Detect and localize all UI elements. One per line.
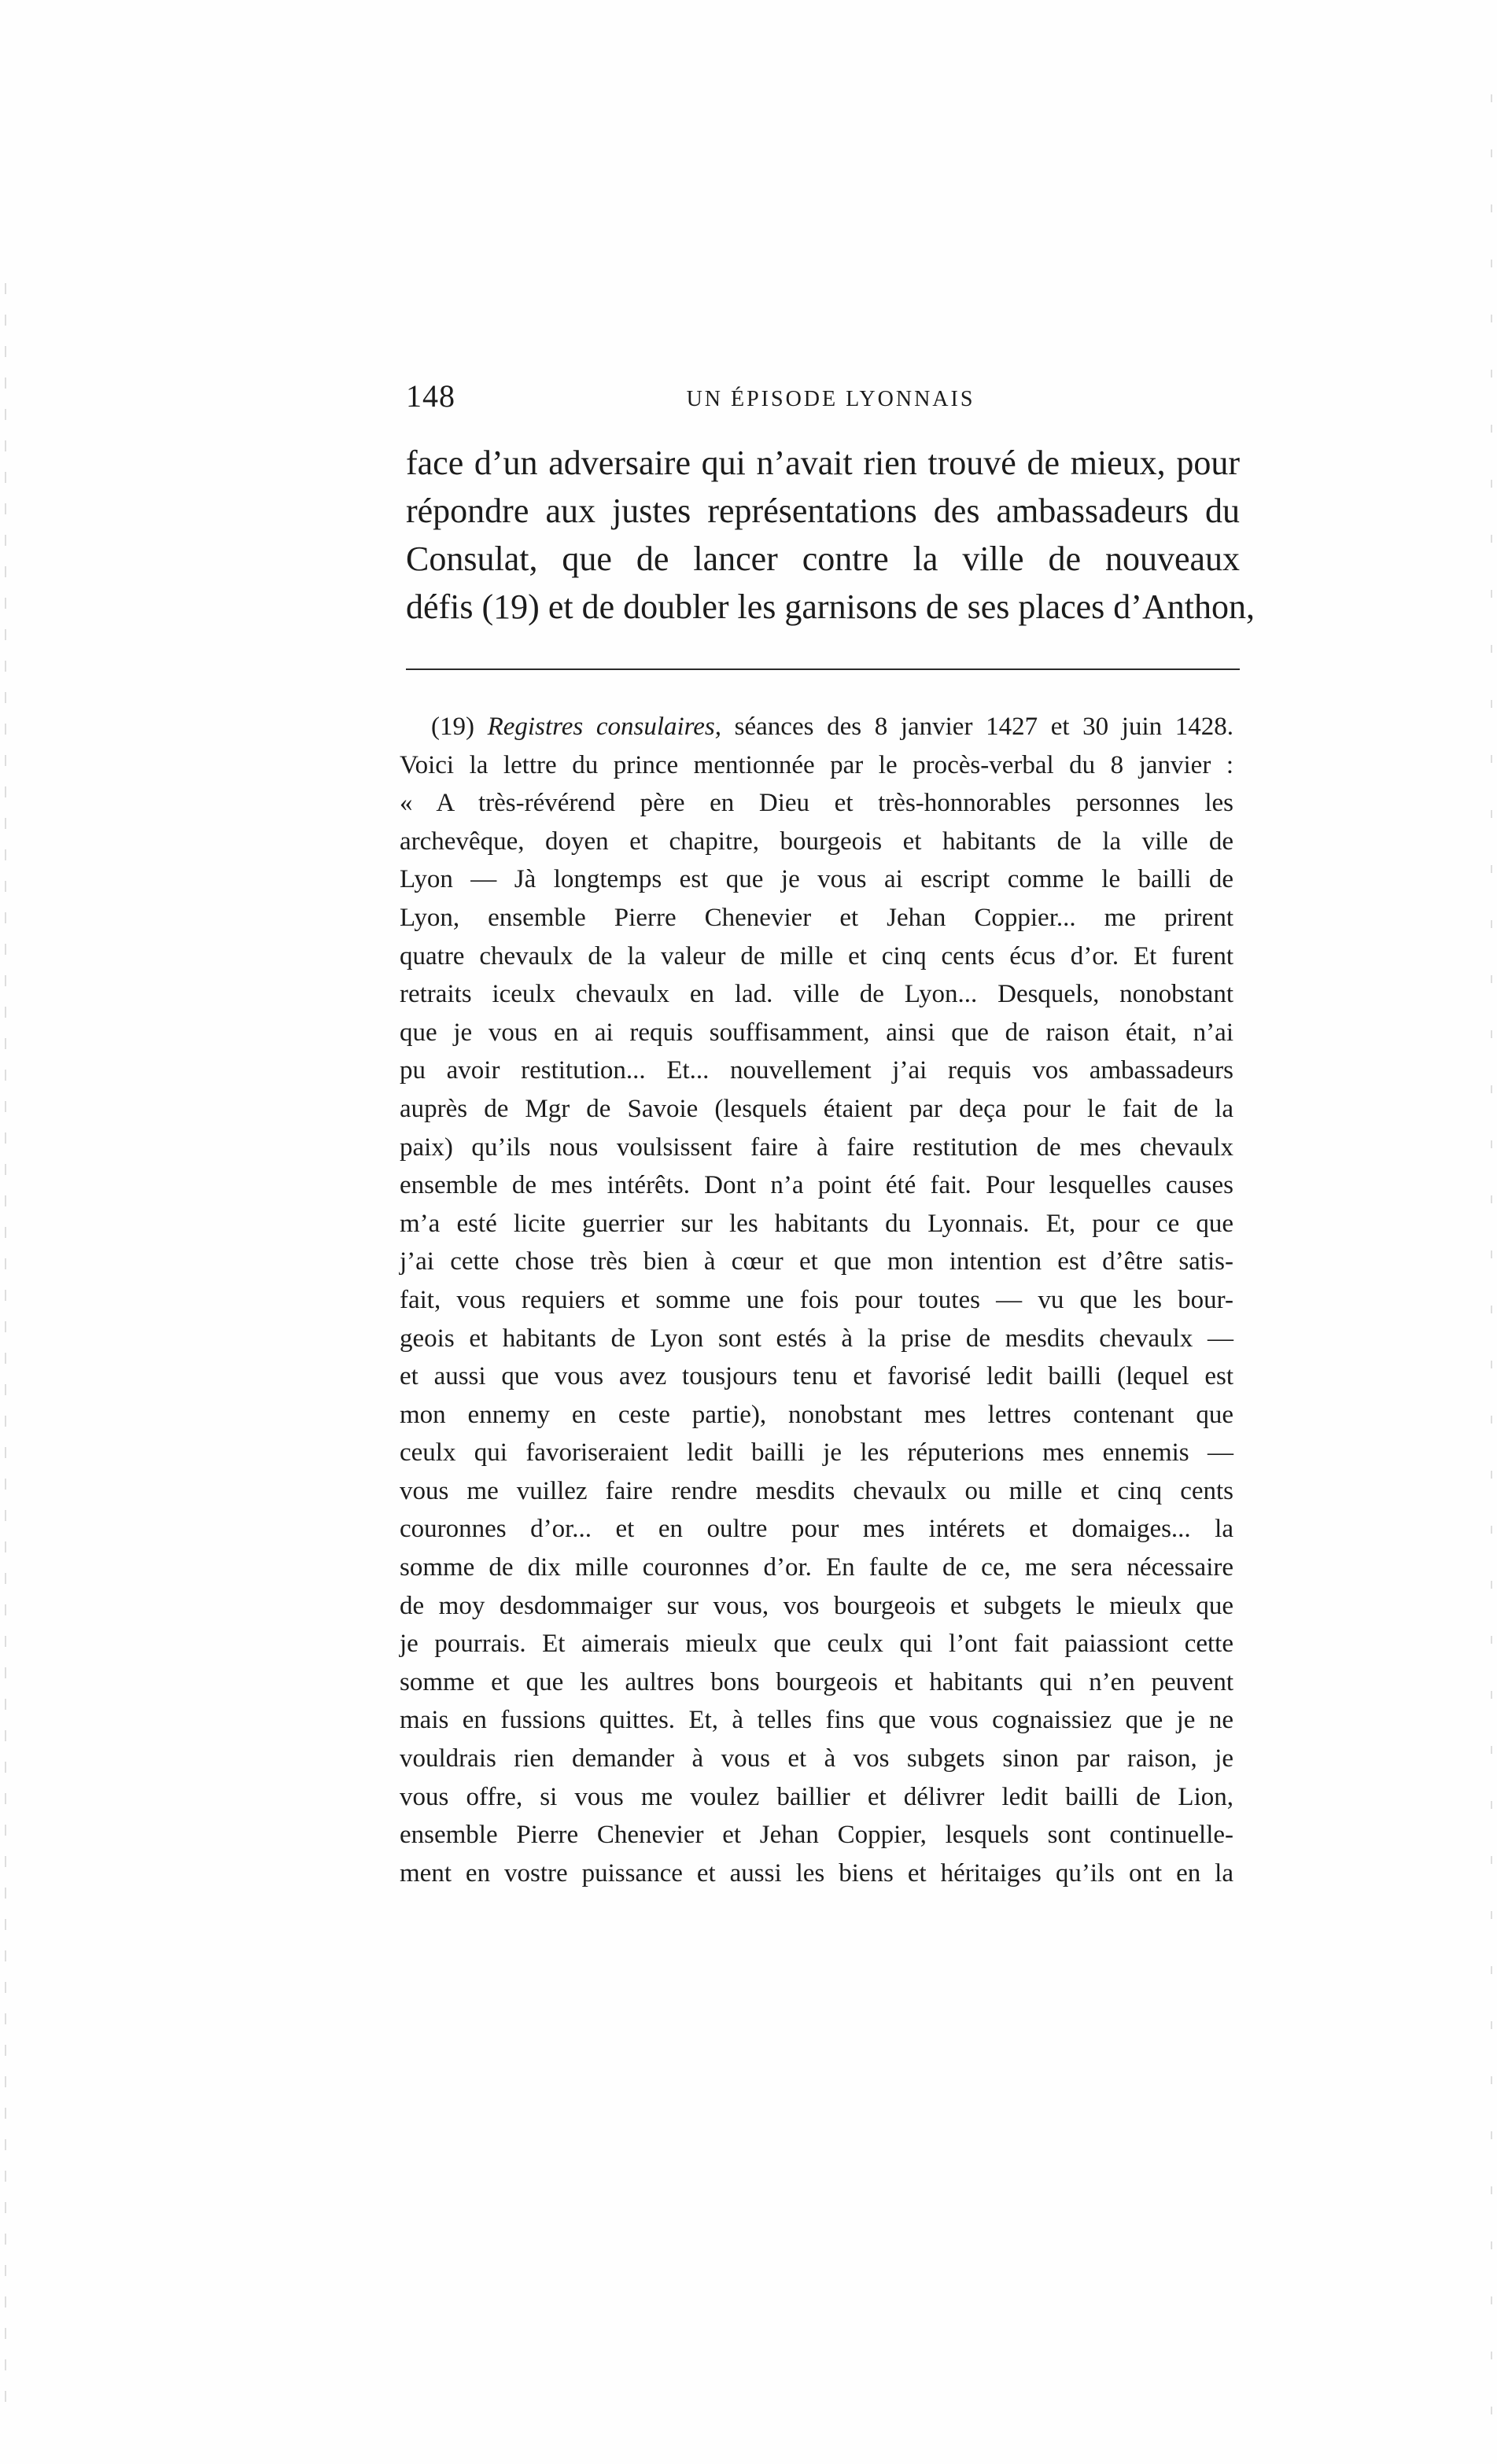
footnote-line: ensemble Pierre Chenevier et Jehan Coppier, lesquels sont continuelle- (400, 1821, 1233, 1850)
footnote-line: Lyon — Jà longtemps est que je vous ai escript comme le bailli de (400, 865, 1233, 894)
footnote-line: j’ai cette chose très bien à cœur et que mon intention est d’être satis- (400, 1247, 1233, 1276)
footnote-first-line-text: séances des 8 janvier 1427 et 30 juin 1428. (734, 713, 1234, 741)
body-line: Consulat, que de lancer contre la ville de nouveaux (406, 540, 1240, 578)
footnote-line: « A très-révérend père en Dieu et très-honnorables personnes les (400, 789, 1233, 818)
footnote-line: paix) qu’ils nous voulsissent faire à faire restitution de mes chevaulx (400, 1133, 1233, 1162)
footnote-line: vouldrais rien demander à vous et à vos subgets sinon par raison, je (400, 1744, 1233, 1773)
footnote-line: ment en vostre puissance et aussi les biens et héritaiges qu’ils ont en la (400, 1858, 1233, 1888)
footnote-line: somme de dix mille couronnes d’or. En faulte de ce, me sera nécessaire (400, 1553, 1233, 1582)
footnote-line: m’a esté licite guerrier sur les habitants du Lyonnais. Et, pour ce que (400, 1209, 1233, 1238)
footnote-line: couronnes d’or... et en oultre pour mes intérets et domaiges... la (400, 1515, 1233, 1544)
body-paragraph (406, 439, 1255, 631)
body-line: défis (19) et de doubler les garnisons de ses places d’Anthon, (406, 587, 1255, 626)
page-edge-right (1491, 94, 1492, 2414)
footnote-line: vous offre, si vous me voulez baillier et délivrer ledit bailli de Lion, (400, 1782, 1233, 1811)
footnote (400, 708, 1233, 1892)
page-edge-left (5, 283, 6, 2407)
footnote-line: vous me vuillez faire rendre mesdits chevaulx ou mille et cinq cents (400, 1476, 1233, 1505)
footnote-line: Lyon, ensemble Pierre Chenevier et Jehan Coppier... me prirent (400, 903, 1233, 932)
footnote-line: quatre chevaulx de la valeur de mille et cinq cents écus d’or. Et furent (400, 941, 1233, 970)
running-title: UN ÉPISODE LYONNAIS (686, 387, 975, 411)
footnote-line: ceulx qui favoriseraient ledit bailli je les réputerions mes ennemis — (400, 1438, 1233, 1468)
body-line: face d’un adversaire qui n’avait rien trouvé de mieux, pour (406, 444, 1240, 482)
footnote-separator-rule (406, 668, 1240, 670)
footnote-line: somme et que les aultres bons bourgeois et habitants qui n’en peuvent (400, 1667, 1233, 1696)
footnote-line: et aussi que vous avez tousjours tenu et favorisé ledit bailli (lequel est (400, 1362, 1233, 1391)
footnote-line: pu avoir restitution... Et... nouvellement j’ai requis vos ambassadeurs (400, 1056, 1233, 1085)
footnote-line: je pourrais. Et aimerais mieulx que ceulx qui l’ont fait paiassiont cette (400, 1630, 1233, 1659)
footnote-line: ensemble de mes intérêts. Dont n’a point été fait. Pour lesquelles causes (400, 1171, 1233, 1200)
footnote-line: Voici la lettre du prince mentionnée par le procès-verbal du 8 janvier : (400, 750, 1233, 779)
footnote-line: geois et habitants de Lyon sont estés à la prise de mesdits chevaulx — (400, 1324, 1233, 1353)
footnote-number: (19) (431, 713, 474, 741)
page-number: 148 (406, 378, 455, 414)
footnote-line: archevêque, doyen et chapitre, bourgeois et habitants de la ville de (400, 827, 1233, 856)
footnote-line: fait, vous requiers et somme une fois pour toutes — vu que les bour- (400, 1285, 1233, 1314)
footnote-line: de moy desdommaiger sur vous, vos bourgeois et subgets le mieulx que (400, 1591, 1233, 1620)
footnote-line: auprès de Mgr de Savoie (lesquels étaient par deça pour le fait de la (400, 1094, 1233, 1123)
body-line: répondre aux justes représentations des ambassadeurs du (406, 492, 1240, 530)
page-header (406, 378, 1240, 425)
footnote-line: retraits iceulx chevaulx en lad. ville de Lyon... Desquels, nonobstant (400, 980, 1233, 1009)
footnote-line: mais en fussions quittes. Et, à telles fins que vous cognaissiez que je ne (400, 1706, 1233, 1735)
footnote-line: que je vous en ai requis souffisamment, ainsi que de raison était, n’ai (400, 1018, 1233, 1047)
footnote-source-reference: Registres consulaires, (487, 713, 722, 741)
footnote-first-line (400, 708, 1233, 746)
footnote-line: mon ennemy en ceste partie), nonobstant mes lettres contenant que (400, 1400, 1233, 1429)
